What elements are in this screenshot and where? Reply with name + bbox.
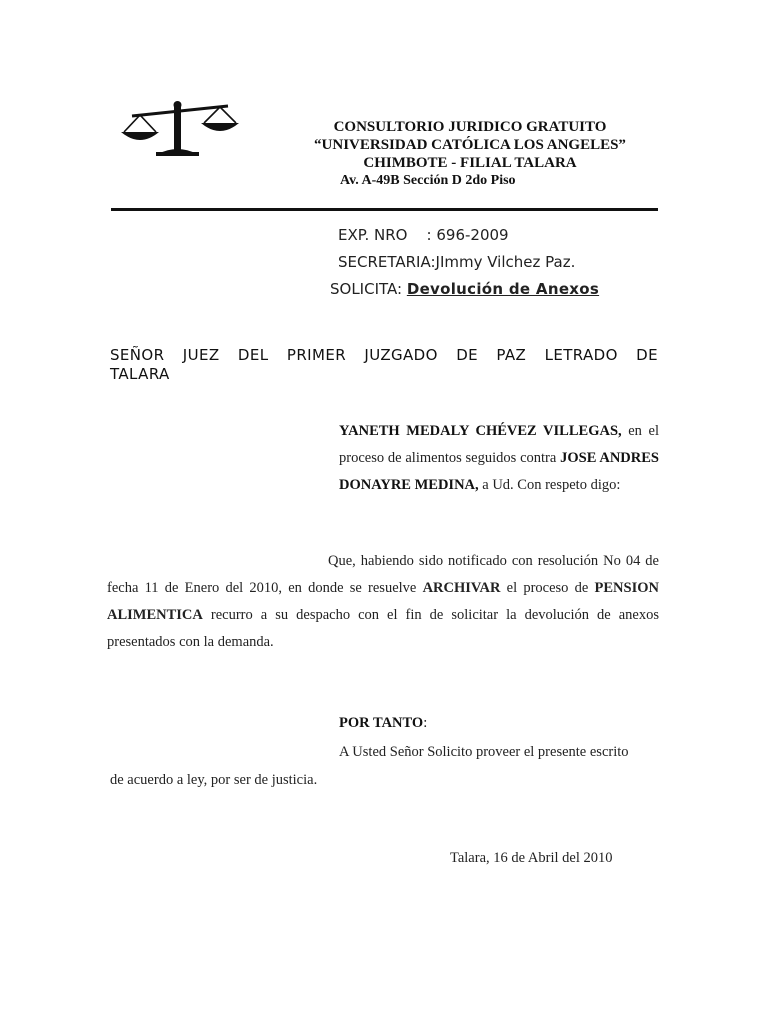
header-line-3: CHIMBOTE - FILIAL TALARA <box>363 155 577 171</box>
scales-of-justice-icon <box>118 96 242 158</box>
body-text <box>107 548 659 656</box>
por-tanto-label: POR TANTO <box>339 715 424 731</box>
body-text-3: recurro a su despacho con el fin de solicitar la devolución de anexos presentados con la demanda. <box>107 607 659 650</box>
intro-text-2: a Ud. Con respeto digo: <box>478 477 621 493</box>
solicita-row <box>330 276 599 303</box>
header-line-1: CONSULTORIO JURIDICO GRATUITO <box>333 119 607 135</box>
intro-paragraph <box>339 418 659 499</box>
intro-text-1: en el proceso de alimentos seguidos contra <box>339 423 659 466</box>
header-address: Av. A-49B Sección D 2do Piso <box>340 173 516 188</box>
institution-header <box>280 118 660 190</box>
closing-line-1: A Usted Señor Solicito proveer el presente escrito <box>339 744 629 760</box>
expediente-label: EXP. NRO <box>338 226 408 244</box>
por-tanto-colon: : <box>423 715 428 731</box>
body-text-1: Que, habiendo sido notificado con resolución No 04 de fecha 11 de Enero del 2010, en donde se resuelve <box>107 553 659 596</box>
case-metadata <box>330 222 599 303</box>
archivar-bold: ARCHIVAR <box>422 580 501 596</box>
closing-paragraph <box>107 738 659 794</box>
por-tanto-heading <box>339 710 427 737</box>
body-paragraph <box>107 548 659 656</box>
expediente-value: : 696-2009 <box>426 226 509 244</box>
closing-line-2: de acuerdo a ley, por ser de justicia. <box>110 772 318 788</box>
defendant-name: JOSE ANDRES DONAYRE MEDINA, <box>339 450 659 493</box>
body-text-2: el proceso de <box>500 580 595 596</box>
petitioner-name: YANETH MEDALY CHÉVEZ VILLEGAS, <box>339 423 622 439</box>
header-divider <box>111 208 658 211</box>
place-and-date: Talara, 16 de Abril del 2010 <box>450 850 613 866</box>
expediente-row <box>330 222 599 249</box>
header-line-2: “UNIVERSIDAD CATÓLICA LOS ANGELES” <box>314 137 626 153</box>
pension-bold: PENSION ALIMENTICA <box>107 580 659 623</box>
solicita-label: SOLICITA: <box>330 280 407 298</box>
solicita-subject: Devolución de Anexos <box>406 280 600 298</box>
addressee-heading: SEÑOR JUEZ DEL PRIMER JUZGADO DE PAZ LETRADO DE TALARA <box>110 346 658 383</box>
secretaria-row: SECRETARIA:JImmy Vilchez Paz. <box>338 253 576 271</box>
